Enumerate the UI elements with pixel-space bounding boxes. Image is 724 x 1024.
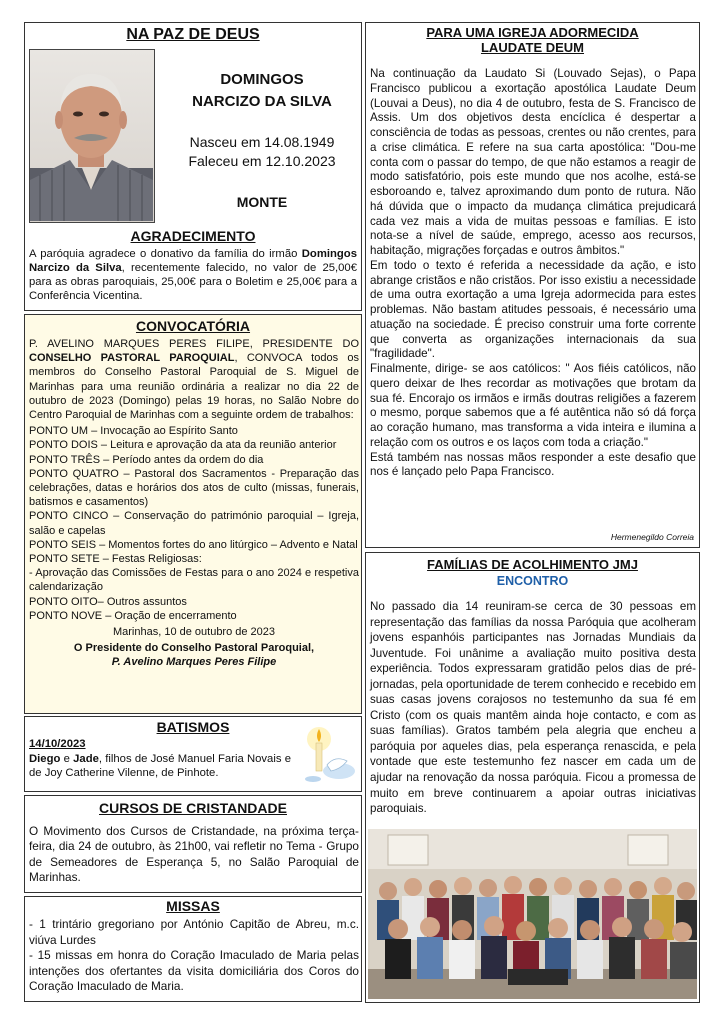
article-body — [370, 67, 696, 480]
convocation-box — [24, 314, 362, 714]
deceased-portrait — [29, 49, 155, 223]
group-photo — [368, 829, 697, 999]
article-title-line1: PARA UMA IGREJA ADORMECIDA — [426, 25, 639, 40]
thanks-text: A paróquia agradece o donativo da família do irmão Domingos Narcizo da Silva, recentemente falecido, no valor de 25,00€ para as obras paroquiais, 25,00€ para o Boletim e 25,00€ para a Conferência Vicentina. — [29, 248, 358, 302]
convocation-signature-2: P. Avelino Marques Peres Filipe — [111, 656, 277, 669]
deceased-name-line1: DOMINGOS — [220, 71, 304, 88]
agenda-point: PONTO OITO– Outros assuntos — [29, 595, 187, 608]
baptism-candle-icon — [301, 725, 359, 789]
agenda-point: PONTO QUATRO – Pastoral dos Sacramentos - Preparação das celebrações, datas e horários dos atos de culto (missas, funerais, batismos e casamentos) — [29, 467, 359, 509]
convocation-date: Marinhas, 10 de outubro de 2023 — [112, 626, 276, 639]
host-families-box — [365, 552, 700, 1003]
baptisms-box — [24, 716, 362, 792]
deceased-place: MONTE — [236, 194, 288, 210]
article-title-line2: LAUDATE DEUM — [480, 40, 585, 55]
mass-item: - 15 missas em honra do Coração Imaculado de Maria pelas intenções dos ofertantes da visita domiciliária dos Coros do Coração Imaculado de Maria. — [29, 948, 359, 993]
article-paragraph: Está também nas nossas mãos responder a este desafio que nos é lançado pelo Papa Francisco. — [370, 450, 696, 479]
baptism-text: Diego e Jade, filhos de José Manuel Faria Novais e de Joy Catherine Vilenne, de Pinhote. — [29, 753, 291, 779]
convocation-text — [29, 337, 359, 670]
birth-date: Nasceu em 14.08.1949 — [189, 134, 335, 150]
article-paragraph: Em todo o texto é referida a necessidade da ação, e isto abrange cristãos e não cristãos. Por isso existiu a necessidade de uma outra exortação a uma Igreja adormecida para estes problemas. Não bastam atitudes pessoais, é necessário uma atuação na sociedade. É preciso construir uma forte corrente que converta as organizações internacionais da sua "fragilidade". — [370, 258, 696, 361]
agenda-point: PONTO UM – Invocação ao Espírito Santo — [29, 425, 238, 438]
host-families-text: No passado dia 14 reuniram-se cerca de 30 pessoas em representação das famílias da nossa Paróquia que acolheram jovens espanhóis participantes nas Jornadas Mundiais da Juventude. Foi unânime a avaliação muito positiva desta experiência. Todos expressaram gratidão pelos dias de pré-jornadas, pela oportunidade de terem conhecido e recebido em suas casas jovens corajosos no testemunho da sua fé em Cristo (com os quais mantêm ainda hoje contacto, e com as suas famílias). Gratos também pela alegria que encheu a paróquia por aqueles dias, pela esperança renascida, e pela vontade que este testemunho fez nascer em cada um de ajudar na renovação da nossa paróquia. Ficou a promessa de muito em breve continuarem a apoiar outras iniciativas paroquiais. — [370, 600, 696, 816]
article-author: Hermenegildo Correia — [610, 532, 694, 542]
article-paragraph: Finalmente, dirige- se aos católicos: " Aos fiéis católicos, não quero deixar de lhes recordar as motivações que brotam da sua fé. Encorajo os irmãos e irmãs doutras religiões a fazerem o mesmo, porque sabemos que a fé autêntica não só dá força ao coração humano, mas transforma a vida inteira e ilumina a relação com os outros e os laços com toda a criação." — [370, 362, 696, 449]
baptisms-title: BATISMOS — [156, 719, 230, 735]
mass-item: - 1 trintário gregoriano por António Capitão de Abreu, m.c. viúva Lurdes — [29, 917, 359, 947]
agenda-point: PONTO SEIS – Momentos fortes do ano litúrgico – Advento e Natal — [29, 538, 358, 551]
convocation-intro: P. AVELINO MARQUES PERES FILIPE, PRESIDENTE DO CONSELHO PASTORAL PAROQUIAL, CONVOCA todos os membros do Conselho Pastoral Paroquial de S. Miguel de Marinhas para uma reunião ordinária a realizar no dia 22 de outubro de 2023 (Domingo) pelas 19 horas, no Salão Nobre do Centro Paroquial de Marinhas com a seguinte ordem de trabalhos: — [29, 338, 360, 422]
cursillo-box — [24, 795, 362, 893]
agenda-point: PONTO CINCO – Conservação do património paroquial – Igreja, salão e capelas — [29, 510, 359, 537]
agenda-point: - Aprovação das Comissões de Festas para o ano 2024 e respetiva calendarização — [29, 567, 359, 594]
obituary-box — [24, 22, 362, 311]
agenda-point: PONTO NOVE – Oração de encerramento — [29, 609, 237, 622]
obituary-title: NA PAZ DE DEUS — [126, 26, 260, 43]
cursillo-text: O Movimento dos Cursos de Cristandade, na próxima terça-feira, dia 24 de outubro, às 21h00, vai refletir no Tema - Grupo de Semeadores de Esperança 5, no Salão Paroquial de Marinhas. — [29, 824, 359, 885]
masses-list — [29, 917, 359, 995]
thanks-title: AGRADECIMENTO — [130, 228, 256, 244]
laudate-deum-box — [365, 22, 700, 548]
masses-title: MISSAS — [166, 898, 220, 914]
masses-box — [24, 896, 362, 1002]
baptism-date: 14/10/2023 — [29, 738, 86, 750]
host-families-title: FAMÍLIAS DE ACOLHIMENTO JMJ — [427, 557, 638, 572]
agenda-point: PONTO TRÊS – Período antes da ordem do dia — [29, 453, 264, 466]
deceased-name-line2: NARCIZO DA SILVA — [192, 93, 332, 110]
cursillo-title: CURSOS DE CRISTANDADE — [99, 800, 287, 816]
convocation-title: CONVOCATÓRIA — [135, 318, 251, 334]
death-date: Faleceu em 12.10.2023 — [188, 153, 336, 169]
agenda-point: PONTO SETE – Festas Religiosas: — [29, 553, 202, 566]
convocation-signature-1: O Presidente do Conselho Pastoral Paroquial, — [73, 642, 315, 655]
article-paragraph: Na continuação da Laudato Si (Louvado Sejas), o Papa Francisco publicou a exortação apostólica Laudate Deum (Louvai a Deus), no dia 4 de outubro, festa de S. Francisco de Assis. Um dos objetivos desta encíclica é despertar a consciência de todas as pessoas, crentes ou não crentes, para a crise climática. E refere na sua carta apostólica: "Dou-me conta com o passar do tempo, de que não estamos a reagir de modo satisfatório, pois este mundo que nos acolhe, está-se esboroando e, talvez aproximando dum ponto de rutura. Não há dúvida que o impacto da mudança climática prejudicará cada vez mais a vida de muitas pessoas e famílias. E isto nota-se a nível de saúde, emprego, acesso aos recursos, habitação, migrações forçadas e outros âmbitos." — [370, 67, 696, 257]
agenda-point: PONTO DOIS – Leitura e aprovação da ata da reunião anterior — [29, 439, 337, 452]
host-families-subtitle: ENCONTRO — [496, 574, 569, 588]
